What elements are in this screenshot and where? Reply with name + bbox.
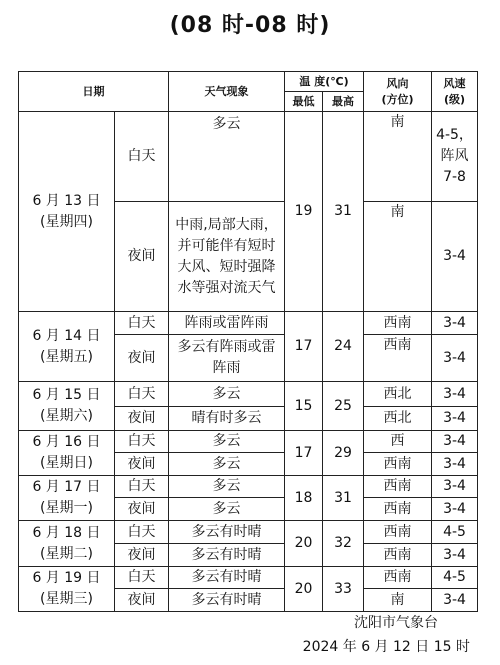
wind-dir-cell: 西南 (364, 521, 432, 544)
wind-dir-cell: 西南 (364, 312, 432, 335)
tmin-cell: 20 (285, 567, 323, 612)
weather-cell: 多云有阵雨或雷阵雨 (169, 335, 285, 382)
weather-cell: 多云 (169, 112, 285, 202)
weekday-label: (星期日) (40, 455, 93, 471)
weekday-label: (星期一) (40, 500, 93, 516)
period-label: 白天 (115, 312, 169, 335)
page-title: (08 时-08 时) (169, 13, 331, 38)
weekday-label: (星期二) (40, 545, 93, 562)
weekday-label: (星期六) (40, 408, 93, 424)
period-label: 夜间 (115, 335, 169, 382)
tmax-cell: 33 (323, 567, 364, 612)
period-label: 白天 (115, 476, 169, 498)
header-tmin: 最低 (285, 92, 323, 112)
wind-speed-cell: 3-4 (432, 498, 478, 521)
date-cell (19, 567, 115, 612)
weather-cell: 多云有时晴 (169, 567, 285, 589)
wind-dir-cell: 西南 (364, 476, 432, 498)
tmin-cell: 18 (285, 476, 323, 521)
date-label: 6 月 14 日 (32, 327, 101, 344)
wind-speed-cell: 3-4 (432, 312, 478, 335)
period-label: 夜间 (115, 544, 169, 567)
date-cell (19, 112, 115, 312)
period-label: 白天 (115, 112, 169, 202)
tmin-cell: 17 (285, 431, 323, 476)
weekday-label: (星期四) (40, 213, 93, 230)
wind-dir-cell: 西 (364, 431, 432, 453)
header-weather: 天气现象 (169, 72, 285, 112)
wind-speed-cell: 3-4 (432, 382, 478, 407)
date-cell (19, 431, 115, 476)
weather-cell: 多云 (169, 453, 285, 476)
wind-speed-cell: 3-4 (432, 453, 478, 476)
wind-speed-cell: 3-4 (432, 476, 478, 498)
period-label: 夜间 (115, 407, 169, 431)
tmax-cell: 25 (323, 382, 364, 431)
weather-cell: 多云 (169, 431, 285, 453)
wind-dir-cell: 西南 (364, 335, 432, 382)
date-label: 6 月 17 日 (32, 479, 101, 495)
period-label: 白天 (115, 431, 169, 453)
weekday-label: (星期三) (40, 591, 93, 607)
header-wind-speed-sub: (级) (443, 92, 466, 106)
wind-dir-cell: 西北 (364, 407, 432, 431)
tmax-cell: 24 (323, 312, 364, 382)
weather-cell: 多云有时晴 (169, 521, 285, 544)
date-cell (19, 382, 115, 431)
table-row (19, 521, 478, 544)
weather-cell: 中雨,局部大雨，并可能伴有短时大风、短时强降水等强对流天气 (169, 202, 285, 312)
date-label: 6 月 18 日 (32, 524, 101, 541)
header-temp: 温 度(℃) (285, 72, 364, 92)
weather-cell: 阵雨或雷阵雨 (169, 312, 285, 335)
tmin-cell: 20 (285, 521, 323, 567)
period-label: 白天 (115, 521, 169, 544)
table-row (19, 382, 478, 407)
wind-speed-cell: 3-4 (432, 589, 478, 612)
period-label: 夜间 (115, 202, 169, 312)
weather-cell: 晴有时多云 (169, 407, 285, 431)
table-row (19, 431, 478, 453)
date-cell (19, 521, 115, 567)
wind-dir-cell: 南 (364, 202, 432, 312)
weather-cell: 多云 (169, 498, 285, 521)
weekday-label: (星期五) (40, 348, 93, 365)
header-wind-speed (432, 72, 478, 112)
wind-dir-cell: 南 (364, 589, 432, 612)
wind-speed-cell: 3-4 (432, 335, 478, 382)
wind-speed-cell: 3-4 (432, 544, 478, 567)
tmin-cell: 15 (285, 382, 323, 431)
table-row (19, 312, 478, 335)
header-wind-dir (364, 72, 432, 112)
tmax-cell: 31 (323, 476, 364, 521)
wind-speed-cell: 3-4 (432, 431, 478, 453)
weather-cell: 多云 (169, 382, 285, 407)
table-header (19, 72, 478, 112)
header-date: 日期 (19, 72, 169, 112)
wind-dir-cell: 南 (364, 112, 432, 202)
issuer-label: 沈阳市气象台 (354, 615, 438, 631)
header-wind-speed-label: 风速 (443, 76, 466, 90)
period-label: 夜间 (115, 498, 169, 521)
weather-cell: 多云有时晴 (169, 589, 285, 612)
date-label: 6 月 13 日 (32, 192, 101, 209)
date-cell (19, 476, 115, 521)
wind-speed-cell: 4-5 (432, 521, 478, 544)
issued-time: 2024 年 6 月 12 日 15 时 (302, 639, 470, 655)
header-wind-dir-label: 风向 (386, 76, 409, 90)
table-row (19, 112, 478, 202)
period-label: 白天 (115, 567, 169, 589)
wind-dir-cell: 西南 (364, 544, 432, 567)
wind-dir-cell: 西南 (364, 498, 432, 521)
wind-speed-cell: 4-5 (432, 567, 478, 589)
date-label: 6 月 16 日 (32, 434, 101, 450)
period-label: 夜间 (115, 453, 169, 476)
wind-dir-cell: 西南 (364, 567, 432, 589)
tmin-cell: 17 (285, 312, 323, 382)
date-cell (19, 312, 115, 382)
weather-cell: 多云 (169, 476, 285, 498)
wind-speed-cell: 4-5，阵风7-8 (432, 112, 478, 202)
wind-speed-cell: 3-4 (432, 202, 478, 312)
wind-speed-cell: 3-4 (432, 407, 478, 431)
table-row (19, 476, 478, 498)
weather-cell: 多云有时晴 (169, 544, 285, 567)
tmax-cell: 29 (323, 431, 364, 476)
wind-dir-cell: 西北 (364, 382, 432, 407)
forecast-table (18, 71, 478, 612)
tmax-cell: 32 (323, 521, 364, 567)
header-wind-dir-sub: (方位) (381, 92, 414, 106)
wind-dir-cell: 西南 (364, 453, 432, 476)
header-tmax: 最高 (323, 92, 364, 112)
tmin-cell: 19 (285, 112, 323, 312)
date-label: 6 月 15 日 (32, 387, 101, 403)
period-label: 白天 (115, 382, 169, 407)
period-label: 夜间 (115, 589, 169, 612)
table-row (19, 567, 478, 589)
date-label: 6 月 19 日 (32, 570, 101, 586)
tmax-cell: 31 (323, 112, 364, 312)
